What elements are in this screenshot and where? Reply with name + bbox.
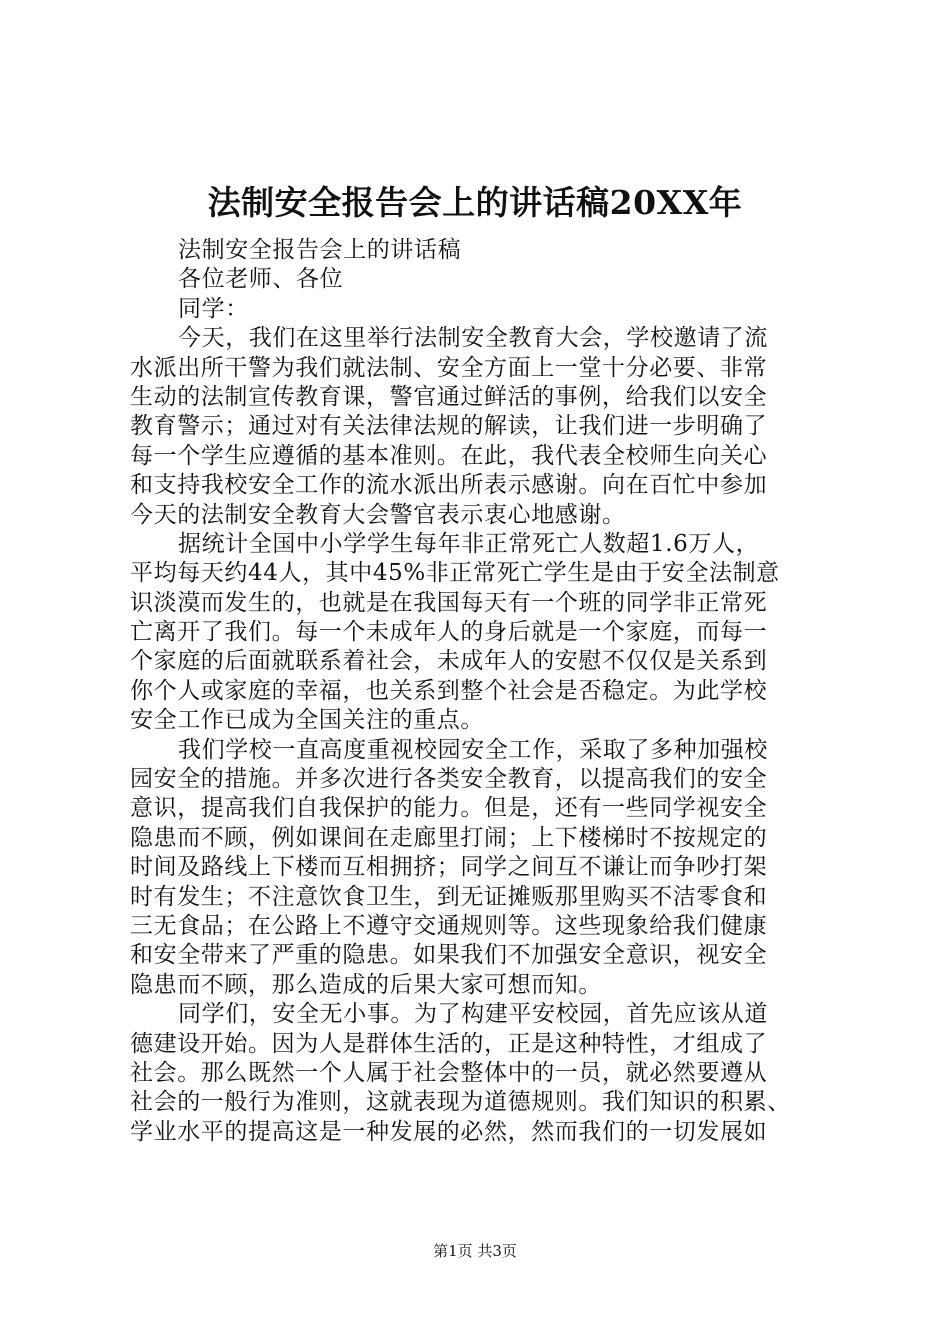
- body-line: 你个人或家庭的幸福，也关系到整个社会是否稳定。为此学校: [130, 677, 768, 704]
- body-line: 意识，提高我们自我保护的能力。但是，还有一些同学视安全: [130, 795, 768, 822]
- body-line: 社会。那么既然一个人属于社会整体中的一员，就必然要遵从: [130, 1059, 768, 1086]
- body-line: 和支持我校安全工作的流水派出所表示感谢。向在百忙中参加: [130, 472, 768, 499]
- body-line: 隐患而不顾，那么造成的后果大家可想而知。: [130, 971, 602, 998]
- body-line: 今天的法制安全教育大会警官表示衷心地感谢。: [130, 501, 626, 528]
- body-line: 亡离开了我们。每一个未成年人的身后就是一个家庭，而每一: [130, 619, 768, 646]
- body-line: 学业水平的提高这是一种发展的必然，然而我们的一切发展如: [130, 1118, 768, 1145]
- document-title: 法制安全报告会上的讲话稿20XX年: [207, 183, 743, 222]
- body-line: 今天，我们在这里举行法制安全教育大会，学校邀请了流: [178, 325, 768, 352]
- body-line: 隐患而不顾，例如课间在走廊里打闹；上下楼梯时不按规定的: [130, 824, 768, 851]
- body-line: 每一个学生应遵循的基本准则。在此，我代表全校师生向关心: [130, 442, 768, 469]
- document-body: [130, 236, 830, 1147]
- body-line: 生动的法制宣传教育课，警官通过鲜活的事例，给我们以安全: [130, 383, 768, 410]
- body-line: 德建设开始。因为人是群体生活的，正是这种特性，才组成了: [130, 1030, 768, 1057]
- body-line: 个家庭的后面就联系着社会，未成年人的安慰不仅仅是关系到: [130, 648, 768, 675]
- body-line: 同学：: [178, 295, 249, 322]
- body-line: 同学们，安全无小事。为了构建平安校园，首先应该从道: [178, 1001, 768, 1028]
- body-line: 水派出所干警为我们就法制、安全方面上一堂十分必要、非常: [130, 354, 768, 381]
- page-footer: 第1页 共3页: [433, 1242, 517, 1260]
- body-line: 识淡漠而发生的，也就是在我国每天有一个班的同学非正常死: [130, 589, 768, 616]
- body-line: 平均每天约44人，其中45%非正常死亡学生是由于安全法制意: [130, 560, 780, 587]
- body-line: 时有发生；不注意饮食卫生，到无证摊贩那里购买不洁零食和: [130, 883, 768, 910]
- body-line: 园安全的措施。并多次进行各类安全教育，以提高我们的安全: [130, 766, 768, 793]
- body-line: 三无食品；在公路上不遵守交通规则等。这些现象给我们健康: [130, 912, 768, 939]
- body-line: 安全工作已成为全国关注的重点。: [130, 707, 484, 734]
- body-line: 社会的一般行为准则，这就表现为道德规则。我们知识的积累、: [130, 1089, 791, 1116]
- body-line: 据统计全国中小学学生每年非正常死亡人数超1.6万人，: [178, 530, 760, 557]
- body-line: 教育警示；通过对有关法律法规的解读，让我们进一步明确了: [130, 413, 768, 440]
- body-line: 和安全带来了严重的隐患。如果我们不加强安全意识，视安全: [130, 942, 768, 969]
- body-line: 法制安全报告会上的讲话稿: [178, 237, 462, 263]
- body-line: 我们学校一直高度重视校园安全工作，采取了多种加强校: [178, 736, 768, 763]
- body-line: 时间及路线上下楼而互相拥挤；同学之间互不谦让而争吵打架: [130, 854, 768, 881]
- body-line: 各位老师、各位: [178, 266, 344, 293]
